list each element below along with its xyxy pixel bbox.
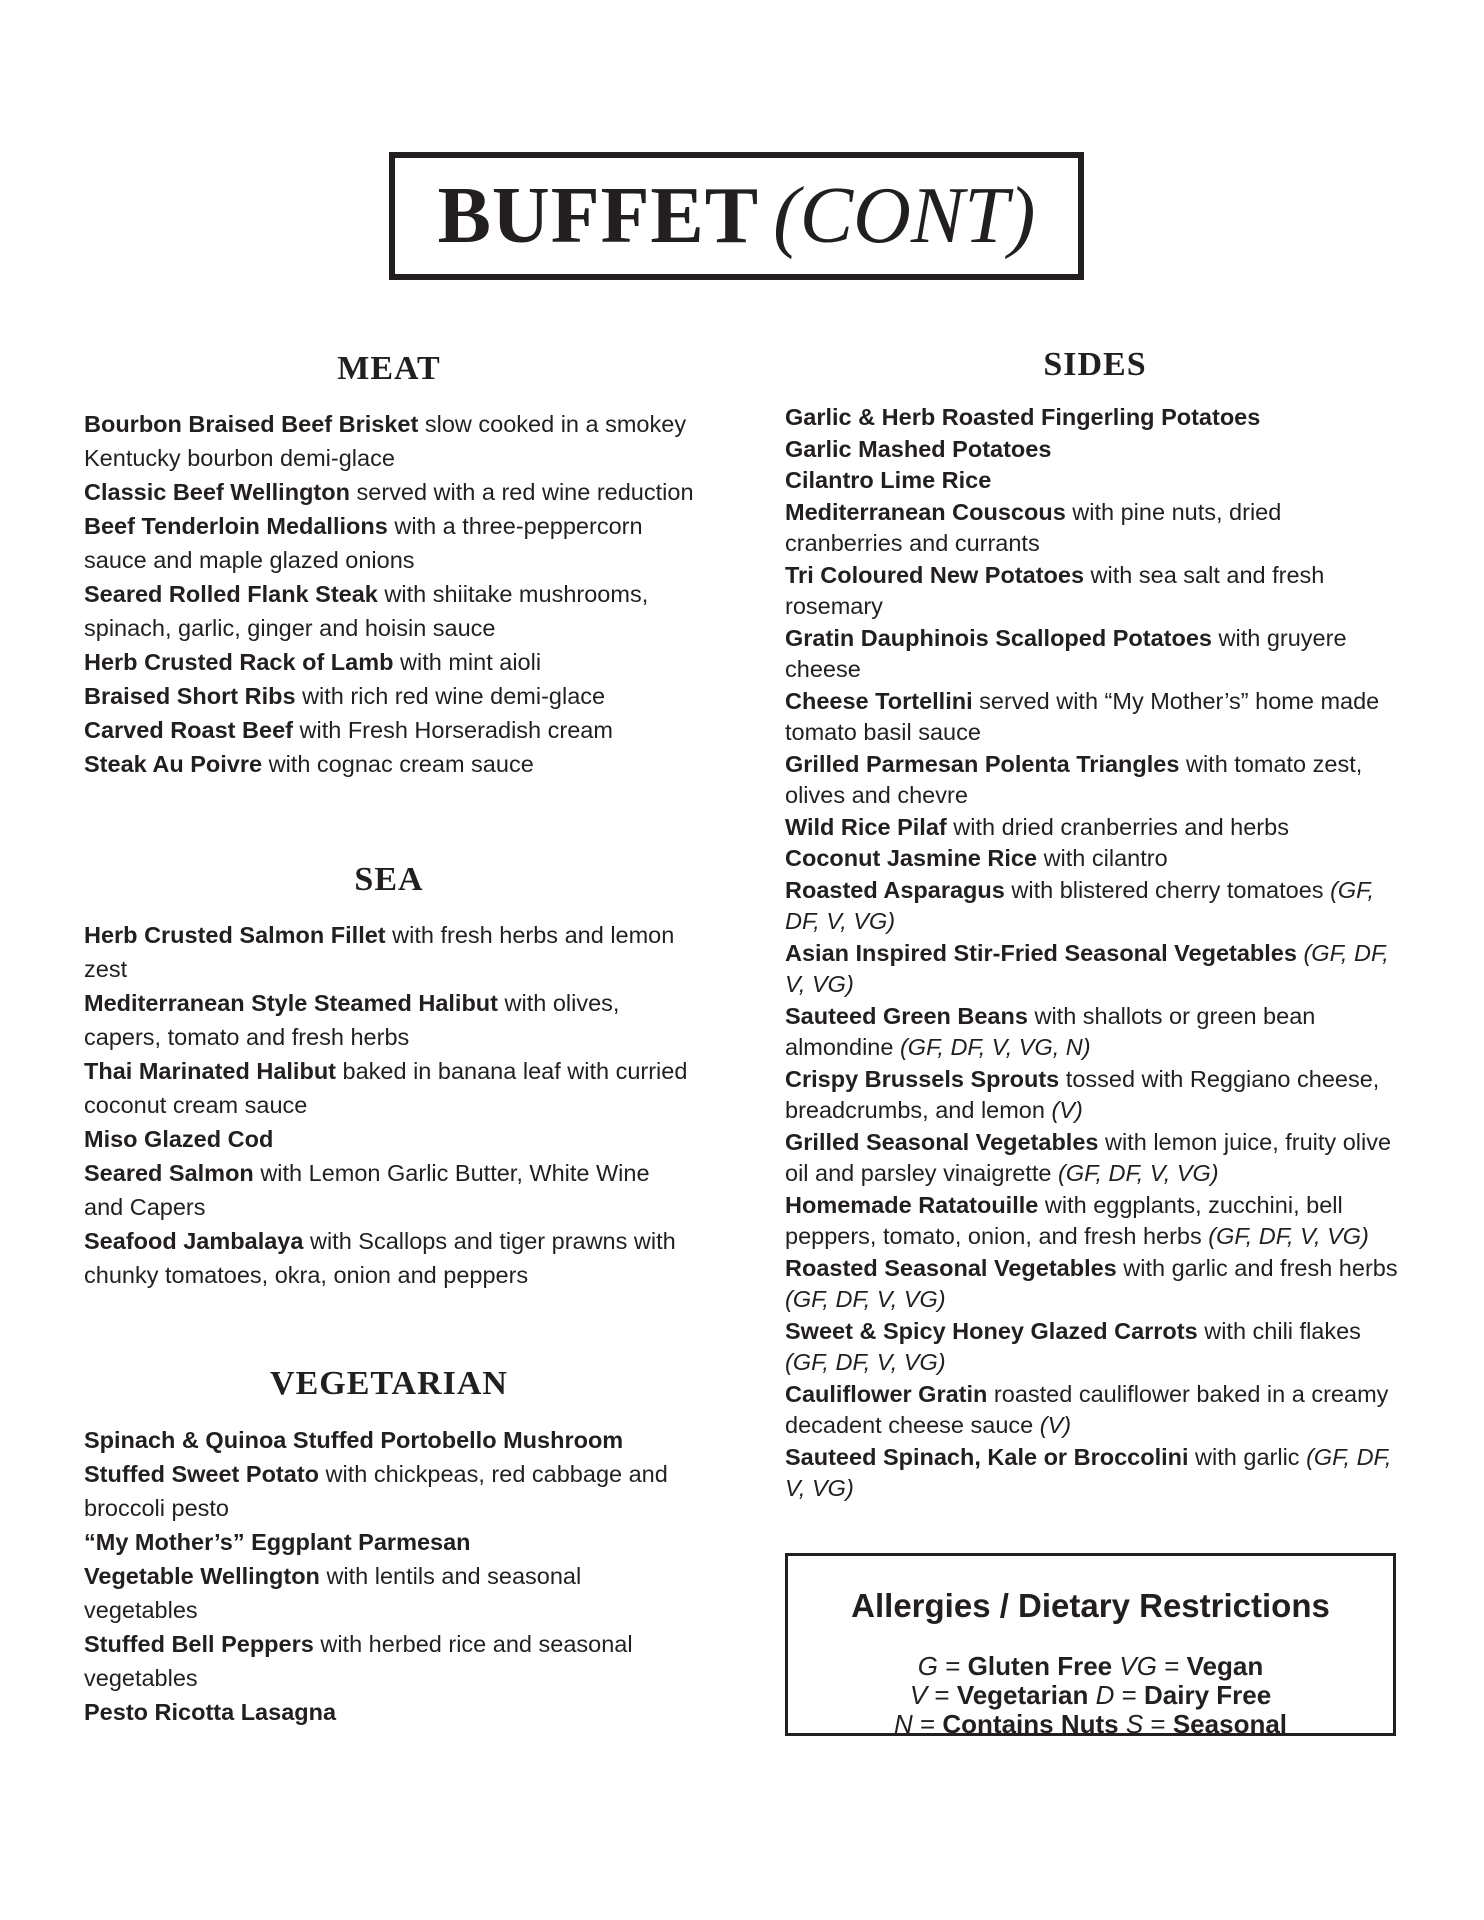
menu-item-desc: with tomato zest, olives and chevre [785, 750, 1363, 808]
menu-item-name: Cilantro Lime Rice [785, 467, 992, 493]
menu-item-name: Sauteed Green Beans [785, 1002, 1028, 1029]
menu-item-desc: roasted cauliflower baked in a creamy decadent cheese sauce [785, 1380, 1389, 1438]
menu-item [785, 402, 1405, 434]
menu-item-name: Grilled Seasonal Vegetables [785, 1128, 1099, 1155]
menu-item-name: Wild Rice Pilaf [785, 813, 947, 840]
menu-item-name: Garlic Mashed Potatoes [785, 435, 1052, 462]
menu-item [84, 1224, 694, 1292]
menu-item-name: Bourbon Braised Beef Brisket [84, 411, 419, 437]
menu-item [84, 986, 694, 1054]
menu-item-desc: with Fresh Horseradish cream [292, 717, 613, 743]
menu-item-name: Garlic & Herb Roasted Fingerling Potatoes [785, 404, 1261, 430]
menu-item [785, 1001, 1405, 1064]
menu-item-desc: with herbed rice and seasonal vegetables [84, 1631, 633, 1691]
menu-item-desc: with lentils and seasonal vegetables [84, 1563, 582, 1623]
menu-item-tags: (GF, DF, V, VG) [785, 1443, 1392, 1501]
menu-item-name: Mediterranean Couscous [785, 498, 1066, 525]
legend-full: Dairy Free [1143, 1680, 1272, 1710]
menu-item [785, 465, 1405, 497]
menu-item-desc: with cilantro [1037, 845, 1168, 871]
menu-item-name: Braised Short Ribs [84, 683, 296, 709]
menu-item [785, 843, 1405, 875]
menu-item-desc: with garlic and fresh herbs [1116, 1254, 1398, 1281]
menu-item-desc: with olives, capers, tomato and fresh herbs [84, 990, 620, 1050]
menu-item [785, 497, 1405, 560]
vegetarian-heading: VEGETARIAN [270, 1365, 508, 1402]
menu-item [84, 1525, 694, 1559]
menu-item [785, 560, 1405, 623]
menu-item-desc: with rich red wine demi-glace [295, 683, 606, 709]
menu-item-name: Coconut Jasmine Rice [785, 845, 1038, 871]
menu-item-desc: with fresh herbs and lemon zest [84, 922, 675, 982]
menu-item [785, 812, 1405, 844]
menu-item-name: Mediterranean Style Steamed Halibut [84, 990, 498, 1016]
menu-item-desc: served with “My Mother’s” home made tomato basil sauce [785, 687, 1380, 745]
menu-item-desc: with a three-peppercorn sauce and maple glazed onions [84, 513, 643, 573]
menu-item [785, 1442, 1405, 1505]
menu-item [84, 1627, 694, 1695]
menu-item-name: Cauliflower Gratin [785, 1380, 988, 1407]
menu-item-name: Seared Rolled Flank Steak [84, 581, 378, 607]
menu-item [785, 1190, 1405, 1253]
menu-item-tags: (GF, DF, V, VG) [1058, 1160, 1219, 1186]
menu-item [84, 645, 694, 679]
menu-item [84, 1122, 694, 1156]
allergy-title: Allergies / Dietary Restrictions [851, 1587, 1330, 1624]
menu-item [84, 1054, 694, 1122]
menu-item [84, 407, 694, 475]
menu-item-desc: with cognac cream sauce [262, 751, 534, 777]
menu-item [84, 577, 694, 645]
menu-item-tags: (GF, DF, V, VG) [1208, 1223, 1369, 1249]
menu-item-desc: with shallots or green bean almondine [785, 1002, 1316, 1060]
menu-item [785, 686, 1405, 749]
menu-item-desc: with blistered cherry tomatoes [1004, 876, 1331, 903]
menu-item [84, 713, 694, 747]
menu-item-name: Carved Roast Beef [84, 717, 293, 743]
menu-item [785, 623, 1405, 686]
menu-item-desc: with eggplants, zucchini, bell peppers, tomato, onion, and fresh herbs [785, 1191, 1343, 1249]
legend-full: Contains Nuts [942, 1709, 1119, 1739]
legend-full: Vegetarian [956, 1680, 1089, 1710]
menu-item-tags: (GF, DF, V, VG, N) [899, 1034, 1091, 1060]
menu-item-desc: served with a red wine reduction [349, 479, 694, 505]
menu-item-desc: slow cooked in a smokey Kentucky bourbon demi-glace [84, 411, 687, 471]
menu-item-desc: baked in banana leaf with curried coconut cream sauce [84, 1058, 688, 1118]
menu-item-name: Stuffed Sweet Potato [84, 1461, 320, 1487]
menu-item-name: Tri Coloured New Potatoes [785, 561, 1085, 588]
menu-item-name: Grilled Parmesan Polenta Triangles [785, 750, 1180, 777]
menu-item [785, 875, 1405, 938]
menu-item-desc: with chickpeas, red cabbage and broccoli pesto [84, 1461, 668, 1521]
menu-item [785, 434, 1405, 466]
menu-item [785, 1253, 1405, 1316]
menu-item-name: Sweet & Spicy Honey Glazed Carrots [785, 1317, 1198, 1344]
allergy-box [785, 1553, 1396, 1739]
legend-full: Seasonal [1172, 1709, 1288, 1739]
menu-item-name: Roasted Asparagus [785, 876, 1005, 903]
menu-item-desc: with lemon juice, fruity olive oil and parsley vinaigrette [785, 1128, 1392, 1186]
page-title-suffix: (CONT) [773, 172, 1036, 260]
menu-item-desc: with Lemon Garlic Butter, White Wine and Capers [84, 1160, 650, 1220]
legend-row: N = Contains Nuts S = Seasonal [893, 1709, 1288, 1739]
meat-list [84, 407, 694, 781]
menu-item-name: Gratin Dauphinois Scalloped Potatoes [785, 624, 1212, 651]
menu-item [84, 1695, 694, 1729]
menu-item-desc: with mint aioli [393, 649, 542, 675]
menu-item-desc: with dried cranberries and herbs [946, 813, 1289, 840]
menu-item-desc: with shiitake mushrooms, spinach, garlic, ginger and hoisin sauce [84, 581, 649, 641]
menu-item [785, 749, 1405, 812]
page-title: BUFFET [437, 172, 760, 260]
menu-item-desc: with Scallops and tiger prawns with chunky tomatoes, okra, onion and peppers [84, 1228, 676, 1288]
menu-item [84, 918, 694, 986]
menu-item [84, 747, 694, 781]
sides-list [785, 402, 1405, 1505]
legend-abbr: N [893, 1709, 913, 1739]
menu-item [84, 475, 694, 509]
menu-item-tags: (GF, DF, V, VG) [785, 939, 1389, 997]
vegetarian-list [84, 1423, 694, 1729]
legend-abbr: VG [1119, 1651, 1157, 1681]
menu-item-name: Sauteed Spinach, Kale or Broccolini [785, 1443, 1189, 1470]
menu-item [84, 1457, 694, 1525]
menu-item-tags: (V) [1051, 1097, 1083, 1123]
legend-row: G = Gluten Free VG = Vegan [917, 1651, 1264, 1681]
menu-item-desc: with chili flakes [1197, 1317, 1361, 1344]
menu-item [785, 938, 1405, 1001]
menu-item-name: Spinach & Quinoa Stuffed Portobello Mushroom [84, 1427, 624, 1453]
menu-item-name: Thai Marinated Halibut [84, 1058, 336, 1084]
legend-row: V = Vegetarian D = Dairy Free [909, 1680, 1272, 1710]
menu-item-name: Seared Salmon [84, 1160, 254, 1186]
sides-heading: SIDES [1043, 346, 1147, 383]
legend-abbr: G [917, 1651, 939, 1681]
menu-item [84, 1423, 694, 1457]
menu-item-name: Miso Glazed Cod [84, 1126, 274, 1152]
menu-item-name: Classic Beef Wellington [84, 479, 350, 505]
menu-item [84, 1559, 694, 1627]
menu-item [84, 679, 694, 713]
menu-item-name: Herb Crusted Salmon Fillet [84, 922, 386, 948]
legend-abbr: D [1095, 1680, 1115, 1710]
menu-item-name: Crispy Brussels Sprouts [785, 1065, 1060, 1092]
menu-item [785, 1064, 1405, 1127]
menu-item-name: Asian Inspired Stir-Fried Seasonal Vegetables [785, 939, 1297, 966]
menu-item-name: Vegetable Wellington [84, 1563, 320, 1589]
menu-item-desc: with garlic [1188, 1443, 1307, 1470]
menu-item-desc: with pine nuts, dried cranberries and currants [785, 498, 1282, 556]
menu-item-name: Pesto Ricotta Lasagna [84, 1699, 337, 1725]
menu-item-desc: with gruyere cheese [785, 624, 1347, 682]
menu-item-tags: (GF, DF, V, VG) [785, 1286, 946, 1312]
menu-item-name: Seafood Jambalaya [84, 1228, 304, 1254]
legend-abbr: S [1125, 1709, 1144, 1739]
legend-full: Gluten Free [967, 1651, 1113, 1681]
sea-list [84, 918, 694, 1292]
menu-item-name: Roasted Seasonal Vegetables [785, 1254, 1117, 1281]
legend-full: Vegan [1186, 1651, 1264, 1681]
menu-item-desc: with sea salt and fresh rosemary [785, 561, 1325, 619]
menu-item-name: Steak Au Poivre [84, 751, 263, 777]
menu-item [785, 1316, 1405, 1379]
allergy-legend [788, 1652, 1393, 1739]
sea-heading: SEA [354, 861, 424, 898]
menu-item [84, 509, 694, 577]
legend-abbr: V [909, 1680, 928, 1710]
menu-item-desc: tossed with Reggiano cheese, breadcrumbs, and lemon [785, 1065, 1380, 1123]
menu-item-name: Stuffed Bell Peppers [84, 1631, 314, 1657]
menu-item [785, 1379, 1405, 1442]
menu-item [84, 1156, 694, 1224]
menu-item-name: Homemade Ratatouille [785, 1191, 1039, 1218]
meat-heading: MEAT [337, 350, 441, 387]
menu-item-name: Herb Crusted Rack of Lamb [84, 649, 394, 675]
title-box [389, 152, 1084, 280]
menu-item-name: Cheese Tortellini [785, 687, 973, 714]
menu-item-name: “My Mother’s” Eggplant Parmesan [84, 1529, 471, 1555]
menu-item-tags: (GF, DF, V, VG) [785, 1349, 946, 1375]
menu-item-tags: (V) [1039, 1412, 1072, 1438]
menu-item-tags: (GF, DF, V, VG) [785, 876, 1375, 934]
menu-item [785, 1127, 1405, 1190]
menu-item-name: Beef Tenderloin Medallions [84, 513, 388, 539]
